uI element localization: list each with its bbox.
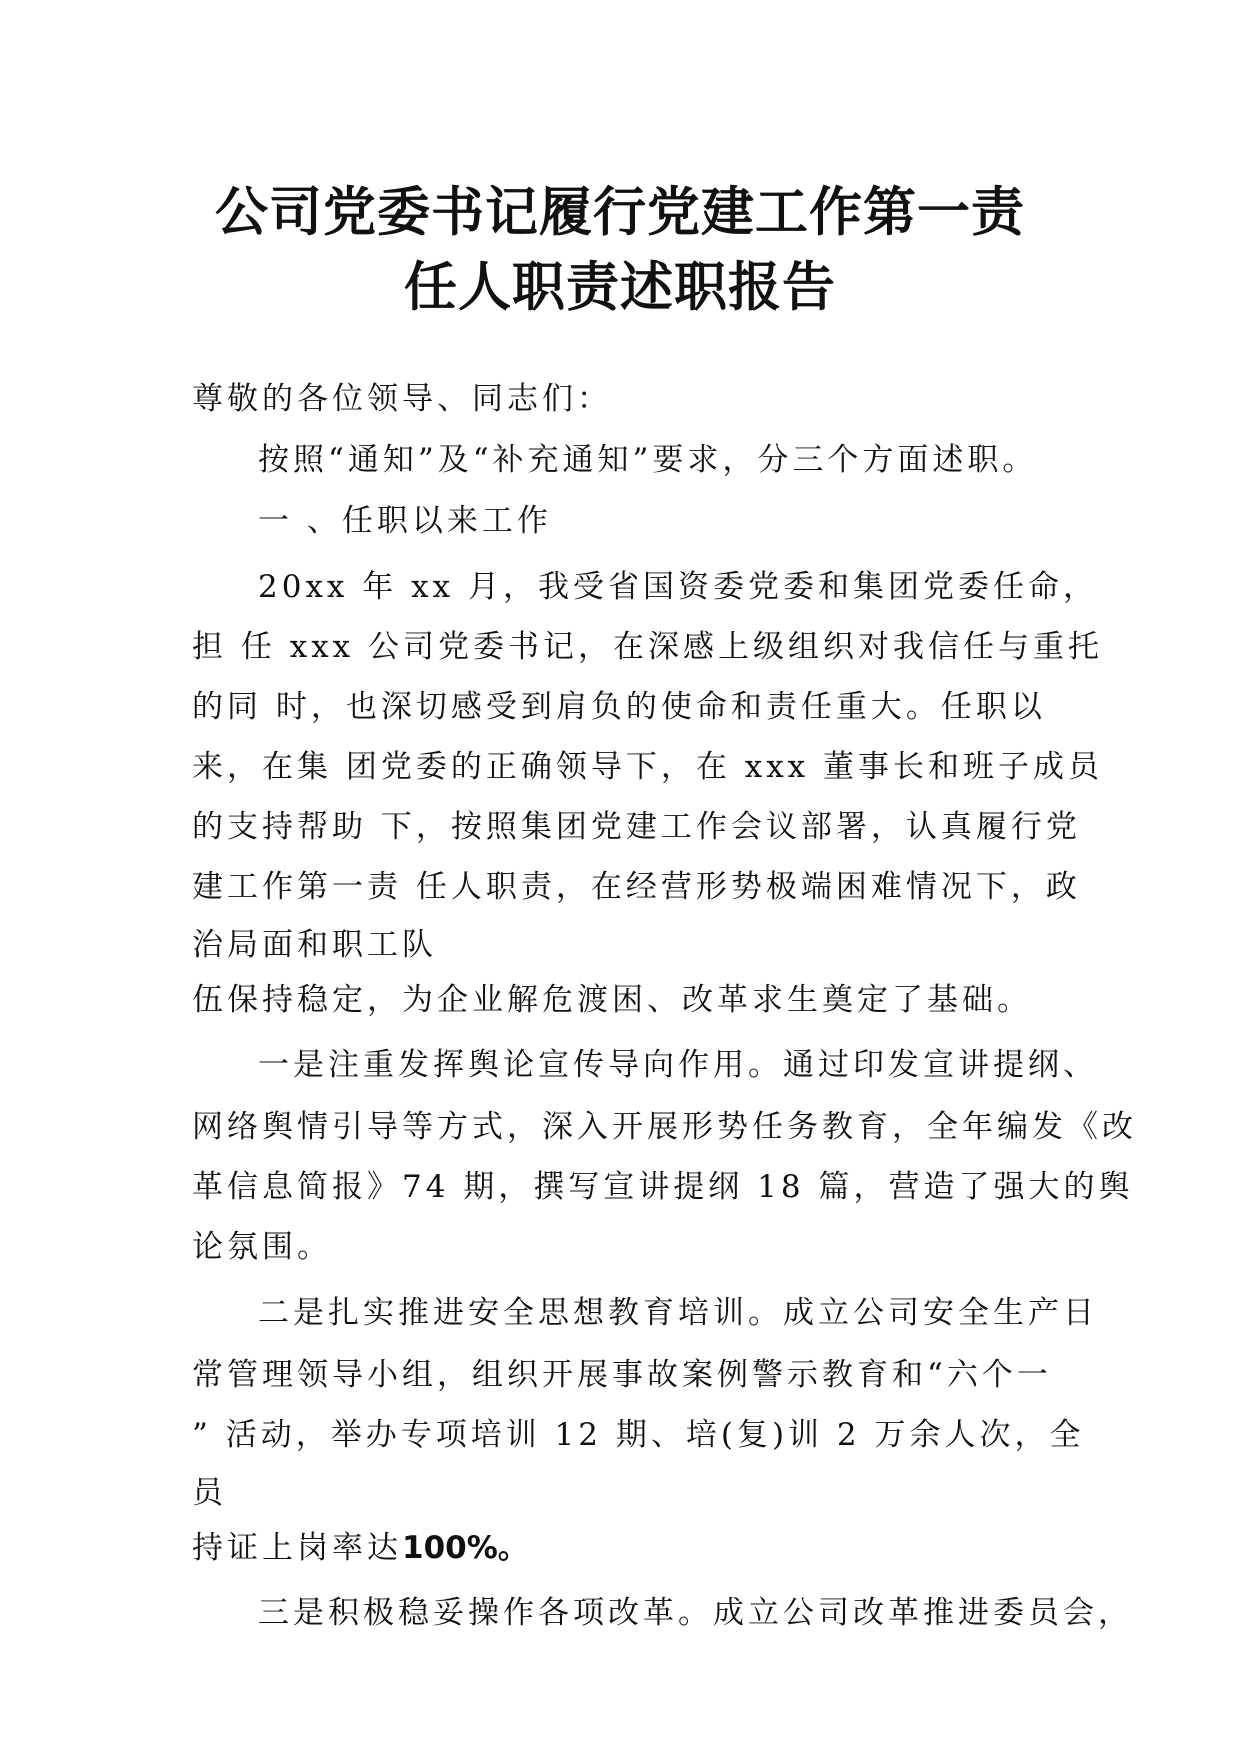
salutation: 尊敬的各位领导、同志们： (192, 381, 612, 417)
para3-line-5-bold-percent: 100%。 (402, 1530, 529, 1566)
para1-line-5: 的支持帮助 下，按照集团党建工作会议部署，认真履行党 (192, 809, 1081, 845)
para3-line-3: ” 活动，举办专项培训 12 期、培(复)训 2 万余人次，全 (192, 1417, 1085, 1453)
section-heading-1: 一 、任职以来工作 (258, 503, 552, 539)
para1-line-8: 伍保持稳定，为企业解危渡困、改革求生奠定了基础。 (192, 982, 1032, 1018)
para1-line-3: 的同 时，也深切感受到肩负的使命和责任重大。任职以 (192, 689, 1046, 725)
para3-line-2: 常管理领导小组，组织开展事故案例警示教育和“六个一 (192, 1357, 1052, 1393)
para3-line-5-text: 持证上岗率达 (192, 1530, 402, 1566)
intro-paragraph: 按照“通知”及“补充通知”要求，分三个方面述职。 (258, 442, 1038, 478)
para3-line-4: 员 (192, 1475, 227, 1511)
para3-line-1: 二是扎实推进安全思想教育培训。成立公司安全生产日 (258, 1295, 1098, 1331)
para2-line-3: 革信息简报》74 期，撰写宣讲提纲 18 篇，营造了强大的舆 (192, 1169, 1134, 1205)
para2-line-4: 论氛围。 (192, 1229, 332, 1265)
para1-line-2: 担 任 xxx 公司党委书记，在深感上级组织对我信任与重托 (192, 629, 1104, 665)
para2-line-2: 网络舆情引导等方式，深入开展形势任务教育，全年编发《改 (192, 1109, 1137, 1145)
para1-line-1: 20xx 年 xx 月，我受省国资委党委和集团党委任命， (258, 569, 1098, 605)
document-title-line-1: 公司党委书记履行党建工作第一责 (215, 182, 1025, 243)
para1-line-4: 来，在集 团党委的正确领导下，在 xxx 董事长和班子成员 (192, 749, 1104, 785)
para4-line-1: 三是积极稳妥操作各项改革。成立公司改革推进委员会， (258, 1595, 1133, 1631)
document-title-line-2: 任人职责述职报告 (404, 257, 836, 318)
para3-line-5 (192, 1530, 529, 1566)
para1-line-7: 治局面和职工队 (192, 927, 437, 963)
para1-line-6: 建工作第一责 任人职责，在经营形势极端困难情况下，政 (192, 869, 1081, 905)
para2-line-1: 一是注重发挥舆论宣传导向作用。通过印发宣讲提纲、 (258, 1047, 1098, 1083)
